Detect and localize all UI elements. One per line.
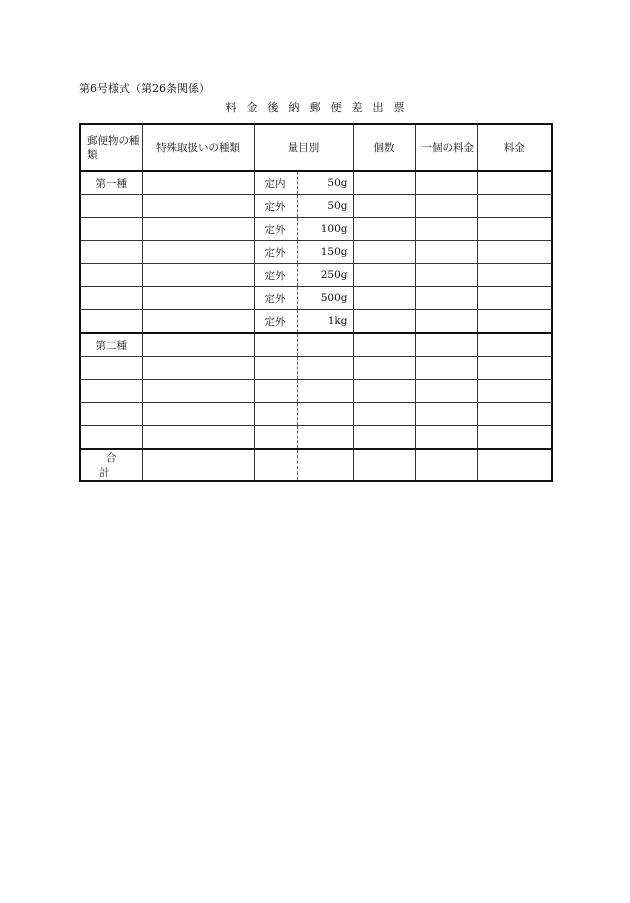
header-row — [80, 124, 552, 171]
weight-category-cell: 定外 — [254, 264, 297, 287]
mail-type-cell — [80, 426, 142, 450]
total-row — [80, 449, 552, 481]
weight-value-cell — [297, 333, 353, 357]
special-handling-cell[interactable] — [142, 241, 254, 264]
header-mail-kind: 郵便物の種類 — [80, 124, 142, 171]
mail-type-cell — [80, 380, 142, 403]
second-class-row — [80, 380, 552, 403]
fee-cell[interactable] — [477, 449, 552, 481]
fee-cell[interactable] — [477, 264, 552, 287]
count-cell[interactable] — [353, 333, 415, 357]
count-cell[interactable] — [353, 449, 415, 481]
mail-type-cell — [80, 449, 142, 481]
weight-value-cell — [297, 380, 353, 403]
first-class-row — [80, 195, 552, 218]
weight-category-cell: 定外 — [254, 287, 297, 310]
weight-category-cell: 定外 — [254, 195, 297, 218]
header-count: 個数 — [353, 124, 415, 171]
weight-category-cell — [254, 449, 297, 481]
mail-type-cell — [80, 264, 142, 287]
special-handling-cell[interactable] — [142, 357, 254, 380]
weight-value-cell: 50g — [297, 171, 353, 195]
fee-cell[interactable] — [477, 357, 552, 380]
fee-cell[interactable] — [477, 426, 552, 450]
weight-category-cell: 定内 — [254, 171, 297, 195]
second-class-row — [80, 333, 552, 357]
second-class-row — [80, 357, 552, 380]
second-class-row — [80, 426, 552, 450]
weight-value-cell — [297, 403, 353, 426]
weight-category-cell: 定外 — [254, 310, 297, 334]
first-class-row — [80, 171, 552, 195]
weight-category-cell: 定外 — [254, 218, 297, 241]
first-class-row — [80, 241, 552, 264]
header-special-handling: 特殊取扱いの種類 — [142, 124, 254, 171]
table-body — [80, 171, 552, 481]
unit-price-cell[interactable] — [415, 241, 477, 264]
unit-price-cell[interactable] — [415, 195, 477, 218]
count-cell[interactable] — [353, 403, 415, 426]
first-class-row — [80, 310, 552, 334]
weight-category-cell — [254, 426, 297, 450]
unit-price-cell[interactable] — [415, 171, 477, 195]
special-handling-cell[interactable] — [142, 449, 254, 481]
special-handling-cell[interactable] — [142, 264, 254, 287]
first-class-row — [80, 264, 552, 287]
count-cell[interactable] — [353, 241, 415, 264]
unit-price-cell[interactable] — [415, 264, 477, 287]
header-unit-price: 一個の料金 — [415, 124, 477, 171]
weight-category-cell — [254, 403, 297, 426]
weight-value-cell: 150g — [297, 241, 353, 264]
mail-type-cell — [80, 195, 142, 218]
special-handling-cell[interactable] — [142, 218, 254, 241]
unit-price-cell[interactable] — [415, 380, 477, 403]
header-weight-class: 量目別 — [254, 124, 353, 171]
header-fee: 料金 — [477, 124, 552, 171]
weight-category-cell: 定外 — [254, 241, 297, 264]
second-class-row — [80, 403, 552, 426]
unit-price-cell[interactable] — [415, 310, 477, 334]
fee-cell[interactable] — [477, 218, 552, 241]
count-cell[interactable] — [353, 171, 415, 195]
special-handling-cell[interactable] — [142, 403, 254, 426]
count-cell[interactable] — [353, 426, 415, 450]
fee-cell[interactable] — [477, 403, 552, 426]
unit-price-cell[interactable] — [415, 333, 477, 357]
special-handling-cell[interactable] — [142, 333, 254, 357]
weight-category-cell — [254, 357, 297, 380]
unit-price-cell[interactable] — [415, 403, 477, 426]
mail-type-cell: 第一種 — [80, 171, 142, 195]
unit-price-cell[interactable] — [415, 218, 477, 241]
special-handling-cell[interactable] — [142, 195, 254, 218]
special-handling-cell[interactable] — [142, 171, 254, 195]
fee-cell[interactable] — [477, 195, 552, 218]
unit-price-cell[interactable] — [415, 287, 477, 310]
special-handling-cell[interactable] — [142, 287, 254, 310]
mail-type-cell — [80, 357, 142, 380]
unit-price-cell[interactable] — [415, 426, 477, 450]
total-label: 合計 — [99, 452, 131, 479]
count-cell[interactable] — [353, 218, 415, 241]
weight-value-cell — [297, 426, 353, 450]
count-cell[interactable] — [353, 310, 415, 334]
mail-type-cell — [80, 241, 142, 264]
count-cell[interactable] — [353, 195, 415, 218]
count-cell[interactable] — [353, 287, 415, 310]
unit-price-cell[interactable] — [415, 357, 477, 380]
mail-type-cell — [80, 218, 142, 241]
weight-value-cell: 50g — [297, 195, 353, 218]
special-handling-cell[interactable] — [142, 426, 254, 450]
weight-value-cell — [297, 357, 353, 380]
fee-cell[interactable] — [477, 171, 552, 195]
first-class-row — [80, 287, 552, 310]
mail-type-cell: 第二種 — [80, 333, 142, 357]
fee-cell[interactable] — [477, 310, 552, 334]
mail-type-cell — [80, 310, 142, 334]
weight-value-cell: 1kg — [297, 310, 353, 334]
fee-cell[interactable] — [477, 287, 552, 310]
form-title: 料金後納郵便差出票 — [225, 101, 415, 114]
count-cell[interactable] — [353, 357, 415, 380]
fee-cell[interactable] — [477, 333, 552, 357]
fee-cell[interactable] — [477, 380, 552, 403]
weight-category-cell — [254, 333, 297, 357]
mail-type-cell — [80, 403, 142, 426]
count-cell[interactable] — [353, 380, 415, 403]
weight-value-cell — [297, 449, 353, 481]
form-number-label: 第6号様式（第26条関係） — [79, 82, 210, 95]
special-handling-cell[interactable] — [142, 380, 254, 403]
weight-value-cell: 500g — [297, 287, 353, 310]
mail-type-cell — [80, 287, 142, 310]
weight-value-cell: 250g — [297, 264, 353, 287]
special-handling-cell[interactable] — [142, 310, 254, 334]
fee-cell[interactable] — [477, 241, 552, 264]
weight-value-cell: 100g — [297, 218, 353, 241]
count-cell[interactable] — [353, 264, 415, 287]
postage-slip-table — [79, 123, 553, 482]
first-class-row — [80, 218, 552, 241]
unit-price-cell[interactable] — [415, 449, 477, 481]
weight-category-cell — [254, 380, 297, 403]
